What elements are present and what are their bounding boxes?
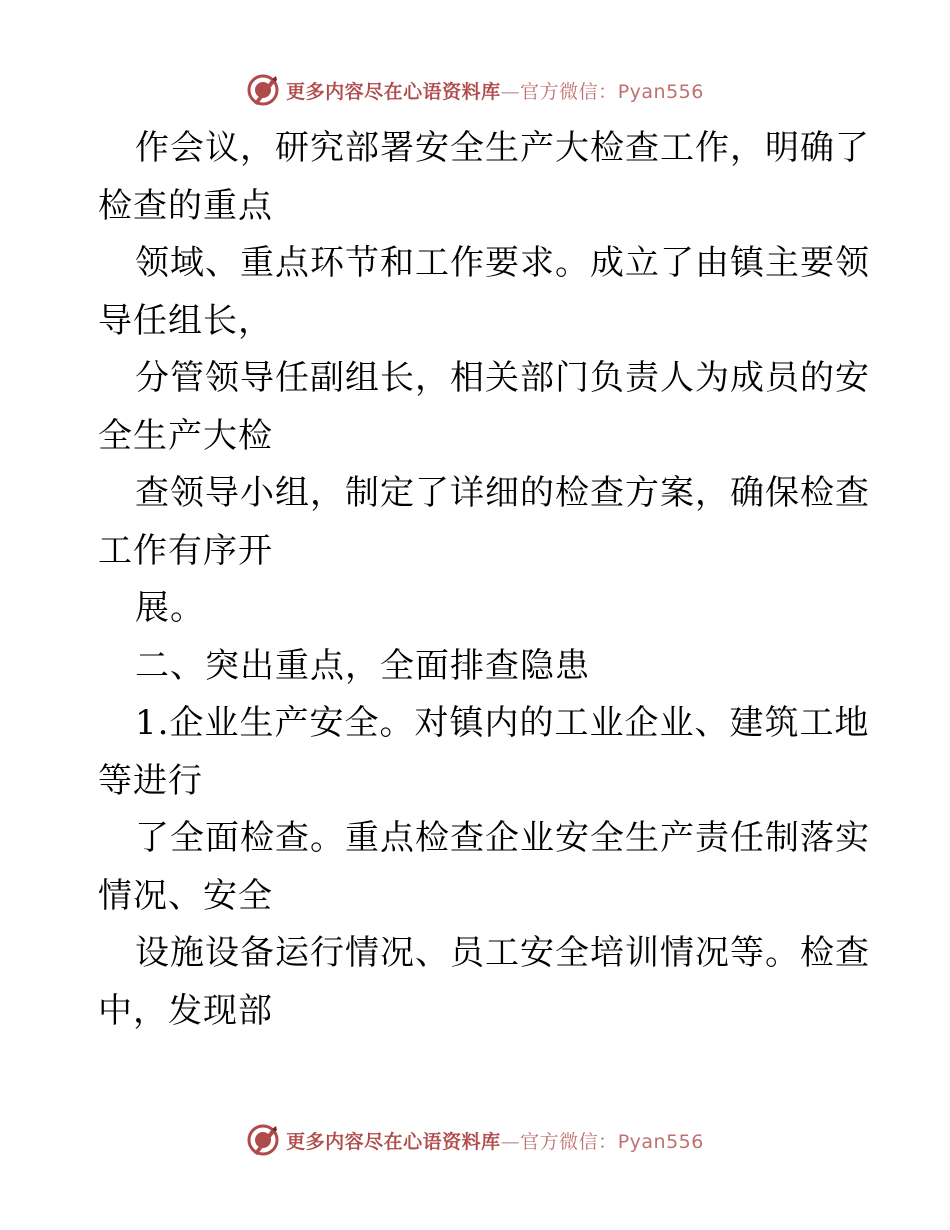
watermark-main-text: 更多内容尽在心语资料库 — [286, 1130, 501, 1153]
watermark-text — [286, 77, 704, 104]
paragraph-line: 情况、安全 — [98, 875, 273, 916]
paragraph-line: 了全面检查。重点检查企业安全生产责任制落实 — [135, 818, 870, 858]
paragraph-line: 作会议，研究部署安全生产大检查工作，明确了 — [135, 128, 870, 168]
paragraph-line: 等进行 — [98, 760, 203, 801]
paragraph-line: 工作有序开 — [98, 530, 273, 571]
watermark-wechat-id: Pyan556 — [617, 80, 704, 103]
pen-circle-logo-icon — [246, 1123, 280, 1157]
paragraph-line: 全生产大检 — [98, 415, 273, 456]
header-watermark-banner — [0, 70, 950, 110]
document-body — [98, 120, 870, 1040]
watermark-wechat-id: Pyan556 — [617, 1130, 704, 1153]
paragraph-line: 分管领导任副组长，相关部门负责人为成员的安 — [135, 358, 870, 398]
paragraph-line: 设施设备运行情况、员工安全培训情况等。检查 — [135, 933, 870, 973]
paragraph-line: 检查的重点 — [98, 185, 273, 226]
watermark-text — [286, 1127, 704, 1154]
watermark-wechat-label: 官方微信： — [520, 1130, 618, 1153]
watermark-wechat-label: 官方微信： — [520, 80, 618, 103]
footer-watermark-banner — [0, 1120, 950, 1160]
paragraph-line: 导任组长， — [98, 300, 273, 341]
paragraph-line: 展。 — [135, 588, 205, 628]
paragraph-line: 1.企业生产安全。对镇内的工业企业、建筑工地 — [135, 703, 870, 743]
pen-circle-logo-icon — [246, 73, 280, 107]
paragraph-line: 查领导小组，制定了详细的检查方案，确保检查 — [135, 473, 870, 513]
watermark-main-text: 更多内容尽在心语资料库 — [286, 80, 501, 103]
watermark-dash: — — [500, 1130, 521, 1153]
paragraph-line: 领域、重点环节和工作要求。成立了由镇主要领 — [135, 243, 870, 283]
paragraph-line: 中，发现部 — [98, 990, 273, 1031]
section-heading: 二、突出重点，全面排查隐患 — [135, 645, 590, 686]
watermark-dash: — — [500, 80, 521, 103]
